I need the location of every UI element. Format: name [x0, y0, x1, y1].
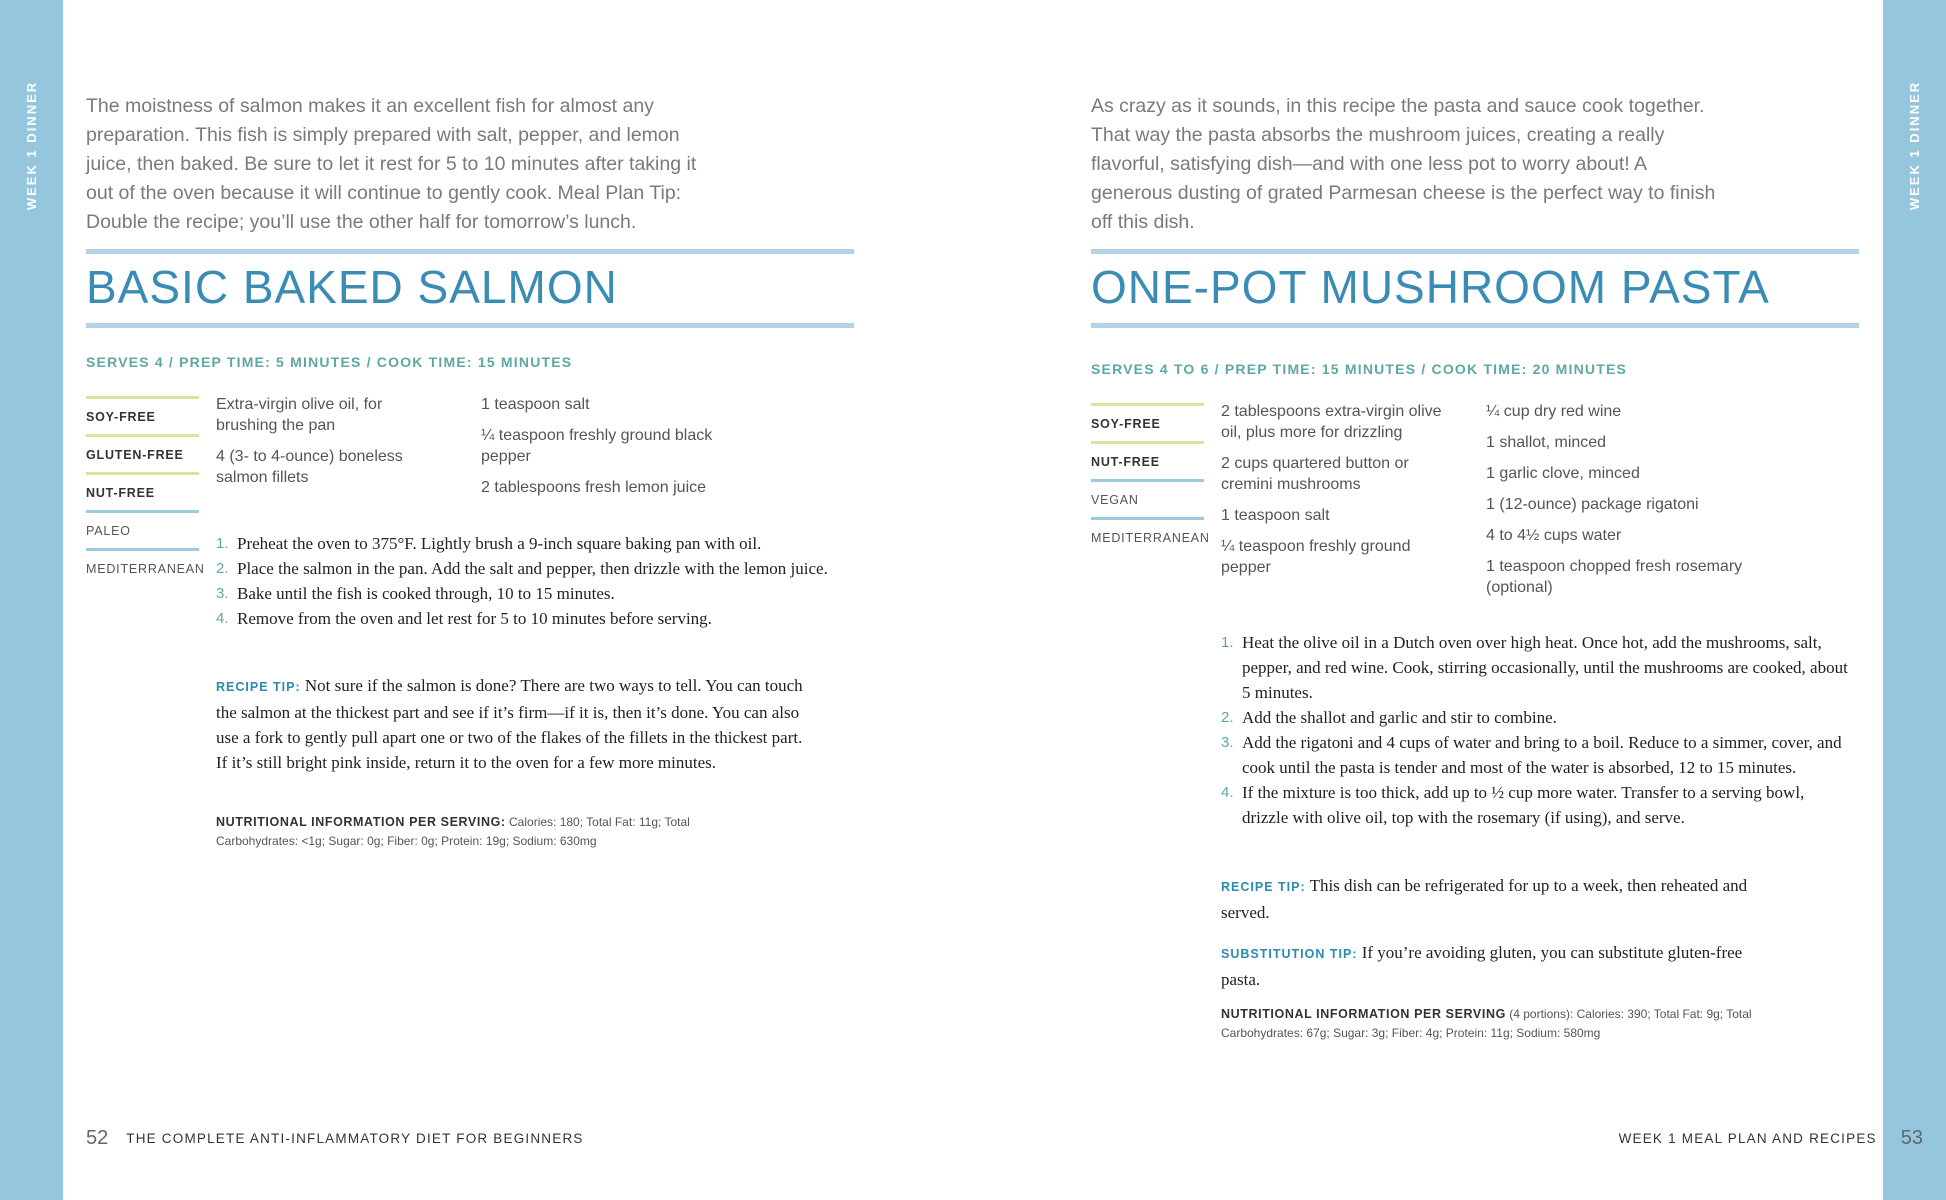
ingredient-item: ¼ teaspoon freshly ground pepper	[1221, 538, 1411, 576]
step-text: Heat the olive oil in a Dutch oven over high heat. Once hot, add the mushrooms, salt, pepper, and red wine. Cook, stirring occasionally, until the mushrooms are cooked, about 5 minutes.	[1242, 633, 1848, 702]
diet-tags	[86, 396, 205, 586]
ingredients-column-1	[1221, 401, 1461, 588]
ingredient-item: 1 teaspoon salt	[1221, 507, 1330, 524]
step-text: Add the shallot and garlic and stir to combine.	[1242, 708, 1557, 727]
recipe-tip-label: RECIPE TIP:	[1221, 880, 1306, 894]
substitution-tip	[1221, 940, 1781, 992]
ingredient-item: Extra-virgin olive oil, for brushing the pan	[216, 396, 383, 434]
diet-tag: VEGAN	[1091, 479, 1204, 517]
ingredient-item: ¼ cup dry red wine	[1486, 403, 1622, 420]
recipe-title: BASIC BAKED SALMON	[86, 261, 618, 313]
ingredient-item: 2 cups quartered button or cremini mushrooms	[1221, 455, 1409, 493]
diet-tag: PALEO	[86, 510, 199, 548]
ingredient-item: 1 garlic clove, minced	[1486, 465, 1640, 482]
nutrition-label: NUTRITIONAL INFORMATION PER SERVING:	[216, 815, 506, 829]
recipe-tip-label: RECIPE TIP:	[216, 680, 301, 694]
instruction-step	[216, 556, 906, 581]
diet-tag: NUT-FREE	[1091, 441, 1204, 479]
title-rule-top	[86, 249, 854, 254]
left-page	[86, 0, 886, 1200]
substitution-tip-label: SUBSTITUTION TIP:	[1221, 947, 1358, 961]
substitution-tip-text: If you’re avoiding gluten, you can substitute gluten-free pasta.	[1221, 943, 1743, 989]
step-number: 3.	[1221, 734, 1234, 751]
page-footer	[1619, 1127, 1923, 1150]
nutrition-text: Calories: 180; Total Fat: 11g; Total Carbohydrates: <1g; Sugar: 0g; Fiber: 0g; Protein: 19g; Sodium: 630mg	[216, 815, 690, 848]
ingredient-item: 2 tablespoons extra-virgin olive oil, plus more for drizzling	[1221, 403, 1442, 441]
footer-title: THE COMPLETE ANTI-INFLAMMATORY DIET FOR BEGINNERS	[126, 1131, 584, 1146]
page-footer	[86, 1127, 584, 1150]
left-side-label-wrap	[0, 60, 63, 230]
instruction-step	[1221, 630, 1851, 705]
step-text: Remove from the oven and let rest for 5 to 10 minutes before serving.	[237, 609, 712, 628]
diet-tag: SOY-FREE	[1091, 403, 1204, 441]
step-number: 1.	[216, 535, 229, 552]
ingredient-item: 1 teaspoon salt	[481, 396, 590, 413]
instruction-step	[216, 531, 906, 556]
right-side-label-wrap	[1883, 60, 1946, 230]
ingredient-item: 1 shallot, minced	[1486, 434, 1607, 451]
recipe-meta: SERVES 4 / PREP TIME: 5 MINUTES / COOK TIME: 15 MINUTES	[86, 354, 573, 370]
recipe-tip-text: This dish can be refrigerated for up to a week, then reheated and served.	[1221, 876, 1748, 922]
nutrition-info	[1221, 1005, 1781, 1043]
title-rule-top	[1091, 249, 1859, 254]
nutrition-info	[216, 813, 736, 851]
diet-tag: NUT-FREE	[86, 472, 199, 510]
page-number: 52	[86, 1127, 109, 1149]
step-number: 2.	[1221, 709, 1234, 726]
ingredient-item: 4 (3- to 4-ounce) boneless salmon fillets	[216, 448, 403, 486]
ingredients-column-2	[481, 394, 751, 508]
step-number: 4.	[1221, 784, 1234, 801]
instruction-step	[1221, 705, 1851, 730]
recipe-tip-text: Not sure if the salmon is done? There are two ways to tell. You can touch the salmon at the thickest part and see if it’s firm—if it is, then it’s done. You can also use a fork to gently pull apart one or two of the flakes of the fillets in the thickest part. If it’s still bright pink inside, return it to the oven for a few more minutes.	[216, 676, 803, 772]
step-number: 1.	[1221, 634, 1234, 651]
ingredient-item: ¼ teaspoon freshly ground black pepper	[481, 427, 713, 465]
instruction-step	[216, 581, 906, 606]
recipe-meta: SERVES 4 TO 6 / PREP TIME: 15 MINUTES / COOK TIME: 20 MINUTES	[1091, 361, 1628, 377]
ingredients-column-2	[1486, 401, 1746, 608]
instruction-step	[216, 606, 906, 631]
right-side-bar	[1883, 0, 1946, 1200]
step-number: 4.	[216, 610, 229, 627]
nutrition-label: NUTRITIONAL INFORMATION PER SERVING	[1221, 1007, 1506, 1021]
instructions-list	[216, 531, 906, 631]
nutrition-text: (4 portions): Calories: 390; Total Fat: 9g; Total Carbohydrates: 67g; Sugar: 3g; Fiber: 4g; Protein: 11g; Sodium: 580mg	[1221, 1007, 1752, 1040]
recipe-tip	[1221, 873, 1781, 925]
ingredient-item: 4 to 4½ cups water	[1486, 527, 1622, 544]
diet-tag: MEDITERRANEAN	[1091, 517, 1204, 555]
instruction-step	[1221, 730, 1851, 780]
step-text: Bake until the fish is cooked through, 10 to 15 minutes.	[237, 584, 615, 603]
recipe-intro: As crazy as it sounds, in this recipe the pasta and sauce cook together. That way the pasta absorbs the mushroom juices, creating a really flavorful, satisfying dish—and with one less pot to worry about! A generous dusting of grated Parmesan cheese is the perfect way to finish off this dish.	[1091, 95, 1716, 233]
ingredient-item: 1 teaspoon chopped fresh rosemary (optional)	[1486, 558, 1743, 596]
left-side-label: WEEK 1 DINNER	[24, 80, 40, 210]
title-rule-bottom	[1091, 323, 1859, 328]
step-text: If the mixture is too thick, add up to ½ cup more water. Transfer to a serving bowl, drizzle with olive oil, top with the rosemary (if using), and serve.	[1242, 783, 1805, 827]
ingredient-item: 2 tablespoons fresh lemon juice	[481, 479, 707, 496]
right-side-label: WEEK 1 DINNER	[1907, 80, 1923, 210]
diet-tag: GLUTEN-FREE	[86, 434, 199, 472]
footer-title: WEEK 1 MEAL PLAN AND RECIPES	[1618, 1131, 1877, 1146]
title-rule-bottom	[86, 323, 854, 328]
recipe-tip	[216, 673, 806, 775]
step-text: Place the salmon in the pan. Add the salt and pepper, then drizzle with the lemon juice.	[237, 559, 828, 578]
step-text: Add the rigatoni and 4 cups of water and bring to a boil. Reduce to a simmer, cover, and cook until the pasta is tender and most of the water is absorbed, 12 to 15 minutes.	[1242, 733, 1842, 777]
step-number: 3.	[216, 585, 229, 602]
instructions-list	[1221, 630, 1851, 830]
diet-tag: MEDITERRANEAN	[86, 548, 199, 586]
ingredient-item: 1 (12-ounce) package rigatoni	[1486, 496, 1699, 513]
diet-tags	[1091, 403, 1210, 555]
left-side-bar	[0, 0, 63, 1200]
recipe-title: ONE-POT MUSHROOM PASTA	[1091, 261, 1770, 313]
diet-tag: SOY-FREE	[86, 396, 199, 434]
page-number: 53	[1900, 1127, 1923, 1149]
step-number: 2.	[216, 560, 229, 577]
instruction-step	[1221, 780, 1851, 830]
ingredients-column-1	[216, 394, 446, 498]
step-text: Preheat the oven to 375°F. Lightly brush a 9-inch square baking pan with oil.	[237, 534, 762, 553]
recipe-intro: The moistness of salmon makes it an excellent fish for almost any preparation. This fish is simply prepared with salt, pepper, and lemon juice, then baked. Be sure to let it rest for 5 to 10 minutes after taking it out of the oven because it will continue to gently cook. Meal Plan Tip: Double the recipe; you’ll use the other half for tomorrow’s lunch.	[86, 95, 697, 233]
